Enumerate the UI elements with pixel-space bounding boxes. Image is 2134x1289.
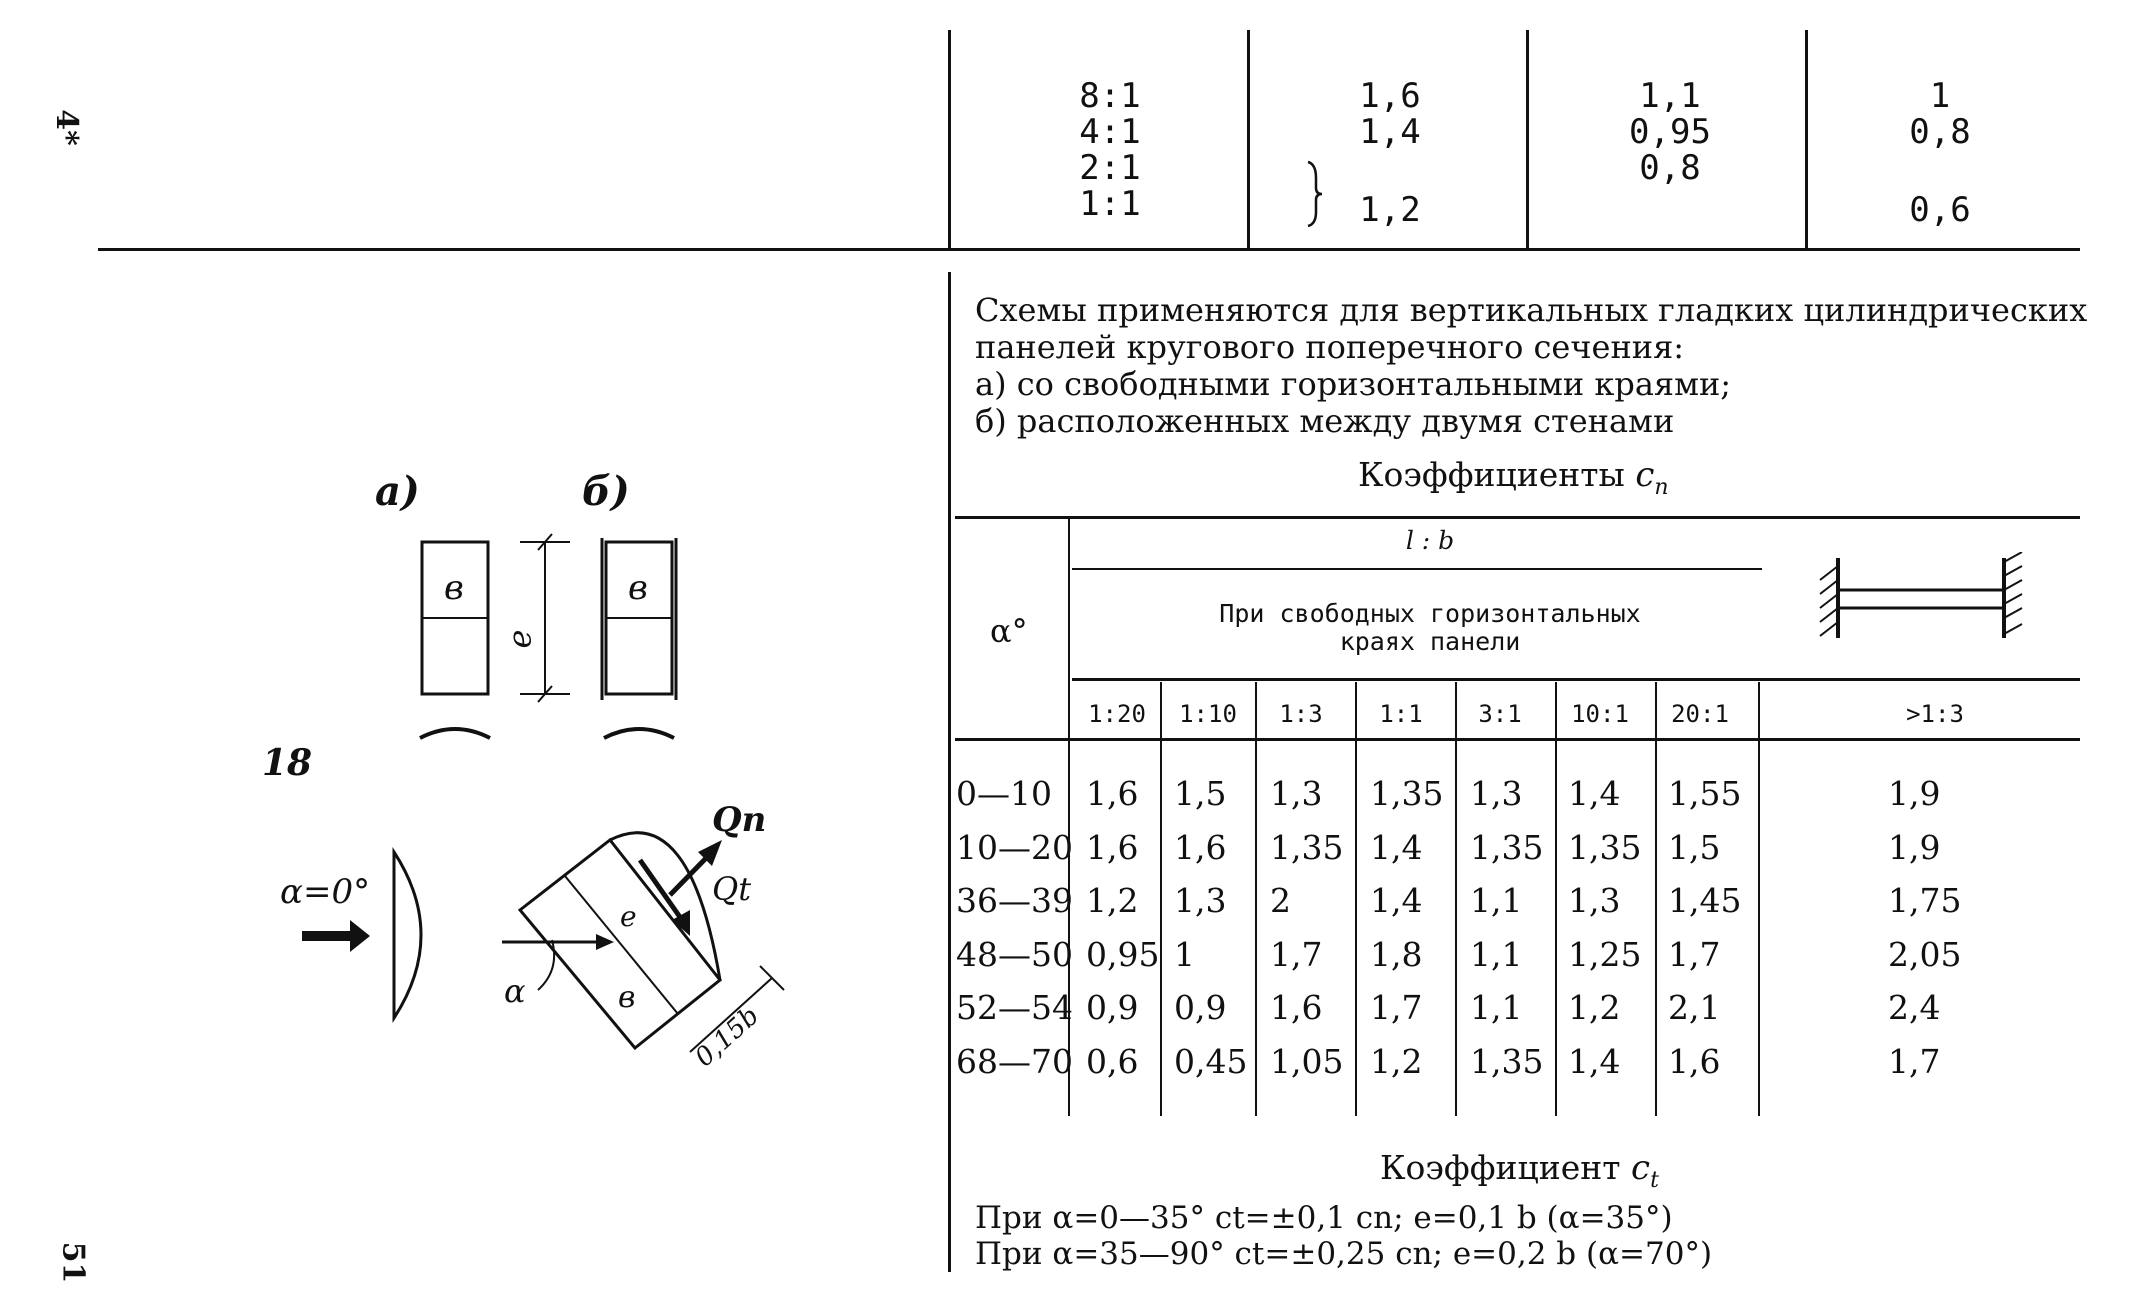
value-cell: 1,1: [1470, 988, 1523, 1027]
value-cell: 1,4: [1370, 881, 1423, 920]
figure-label-b: б): [582, 468, 630, 515]
qn-label: Qn: [712, 800, 767, 840]
value-cell: 1,4: [1370, 828, 1423, 867]
value-cell: 1,6: [1174, 828, 1227, 867]
value-cell: 1,2: [1568, 988, 1621, 1027]
ratio-column: [1040, 78, 1180, 222]
walls-scheme-icon: [1808, 552, 2038, 652]
value-cell: 1,2: [1359, 190, 1421, 230]
column-header: >1:3: [1906, 700, 1964, 728]
value-cell: 1,7: [1370, 988, 1423, 1027]
value-cell: 1,7: [1668, 935, 1721, 974]
header-bottom-rule: [955, 738, 2080, 741]
value-cell: 1,2: [1086, 881, 1139, 920]
value-cell: 1,35: [1270, 828, 1344, 867]
column-header: 1:1: [1379, 700, 1423, 728]
scheme-description: [975, 292, 2095, 440]
value-cell: 1,35: [1568, 828, 1642, 867]
top-vline-4: [1805, 30, 1808, 248]
value-cell: 2: [1270, 881, 1291, 920]
value-cell: 1,9: [1888, 774, 1941, 813]
value-cell: 0,9: [1174, 988, 1227, 1027]
value-cell: 1,1: [1639, 76, 1701, 116]
value-cell: 1,05: [1270, 1042, 1344, 1081]
coef-cn-title: Коэффициенты $c_n$: [1358, 455, 1669, 500]
value-cell: 1,4: [1568, 1042, 1621, 1081]
ratio-cell: 1:1: [1079, 184, 1141, 224]
top-vline-1: [948, 30, 951, 248]
e-letter: e: [620, 900, 637, 933]
page-number: 51: [55, 1241, 91, 1284]
value-cell: 1,55: [1668, 774, 1742, 813]
lb-underline: [1072, 568, 1762, 570]
value-cell: 0,95: [1086, 935, 1160, 974]
col-divider: [1655, 682, 1657, 1116]
value-cell: 1,35: [1470, 828, 1544, 867]
value-cell: 1,8: [1370, 935, 1423, 974]
panel-schemes-diagram: [400, 530, 700, 750]
value-cell: 1,5: [1668, 828, 1721, 867]
b-letter: в: [444, 568, 464, 608]
paragraph-line: а) со свободными горизонтальными краями;: [975, 365, 1732, 403]
ratio-cell: 8:1: [1079, 76, 1141, 116]
col-divider: [1355, 682, 1357, 1116]
value-cell: 1,1: [1470, 881, 1523, 920]
col-divider: [1160, 682, 1162, 1116]
value-cell: [1330, 150, 1450, 186]
ratio-cell: 2:1: [1079, 148, 1141, 188]
value-cell: 0,45: [1174, 1042, 1248, 1081]
alpha-label: α: [504, 972, 526, 1010]
brace-icon: [1302, 160, 1326, 228]
value-cell: 0,9: [1086, 988, 1139, 1027]
column-header: 1:3: [1279, 700, 1323, 728]
figure-label-a: а): [375, 468, 420, 515]
col-divider: [1455, 682, 1457, 1116]
value-cell: 1,6: [1668, 1042, 1721, 1081]
value-cell: 1,4: [1568, 774, 1621, 813]
footer-line: При α=0—35° ct=±0,1 cn; e=0,1 b (α=35°): [975, 1200, 1673, 1236]
value-cell: 1,6: [1270, 988, 1323, 1027]
value-cell: 1,3: [1470, 774, 1523, 813]
ratio-header: l : b: [1405, 526, 1455, 555]
value-cell: 1,35: [1470, 1042, 1544, 1081]
section-rule: [98, 248, 2080, 251]
figure-number: 18: [262, 742, 313, 784]
wind-panel-diagram: [298, 840, 438, 1030]
value-cell: [1600, 186, 1740, 222]
value-cell: 1: [1929, 76, 1951, 116]
value-cell: 2,05: [1888, 935, 1962, 974]
angle-cell: 68—70: [956, 1042, 1073, 1081]
top-vline-2: [1247, 30, 1250, 248]
value-cell: 1,9: [1888, 828, 1941, 867]
angle-header: α°: [990, 612, 1028, 650]
value-cell: 1,35: [1370, 774, 1444, 813]
table-top-rule: [955, 516, 2080, 519]
value-cell: [1880, 150, 2000, 186]
value-cell: 0,6: [1086, 1042, 1139, 1081]
col-divider: [1555, 682, 1557, 1116]
b-letter: в: [628, 568, 648, 608]
paragraph-line: Схемы применяются для вертикальных гладких цилиндрических: [975, 291, 2088, 329]
value-cell: 1,6: [1086, 774, 1139, 813]
value-cell: 2,1: [1668, 988, 1721, 1027]
value-cell: 1,45: [1668, 881, 1742, 920]
value-cell: 1,3: [1270, 774, 1323, 813]
value-cell: 0,8: [1909, 112, 1971, 152]
top-col-3: [1600, 78, 1740, 222]
value-cell: 0,95: [1629, 112, 1711, 152]
footer-line: При α=35—90° ct=±0,25 cn; e=0,2 b (α=70°): [975, 1236, 1713, 1272]
value-cell: 2,4: [1888, 988, 1941, 1027]
main-vertical-rule: [948, 272, 951, 1272]
value-cell: 1,3: [1174, 881, 1227, 920]
dimension-label: 0,15b: [689, 1000, 766, 1074]
column-header: 3:1: [1478, 700, 1522, 728]
column-header: 10:1: [1571, 700, 1629, 728]
value-cell: 1,3: [1568, 881, 1621, 920]
angle-cell: 10—20: [956, 828, 1073, 867]
header-mid-rule: [1072, 678, 2080, 681]
value-cell: 0,8: [1639, 148, 1701, 188]
value-cell: 1,1: [1470, 935, 1523, 974]
value-cell: 1,25: [1568, 935, 1642, 974]
col-divider: [1255, 682, 1257, 1116]
value-cell: 1,4: [1359, 112, 1421, 152]
paragraph-line: панелей кругового поперечного сечения:: [975, 328, 1685, 366]
angle-cell: 52—54: [956, 988, 1073, 1027]
value-cell: 0,6: [1909, 190, 1971, 230]
value-cell: 1,7: [1270, 935, 1323, 974]
paragraph-line: б) расположенных между двумя стенами: [975, 402, 1675, 440]
column-header: 20:1: [1671, 700, 1729, 728]
coef-ct-title: Коэффициент $c_t$: [1380, 1148, 1659, 1193]
value-cell: 1,5: [1174, 774, 1227, 813]
value-cell: 1,75: [1888, 881, 1962, 920]
value-cell: 1,6: [1359, 76, 1421, 116]
top-vline-3: [1526, 30, 1529, 248]
b-letter: в: [618, 980, 636, 1015]
value-cell: 1,6: [1086, 828, 1139, 867]
col-divider: [1758, 682, 1760, 1116]
value-cell: 1: [1174, 935, 1195, 974]
angle-cell: 0—10: [956, 774, 1052, 813]
qt-label: Qt: [712, 870, 752, 908]
column-header: 1:10: [1179, 700, 1237, 728]
value-cell: 1,2: [1370, 1042, 1423, 1081]
top-col-2: [1330, 78, 1450, 228]
top-margin-mark: 4*: [48, 109, 84, 146]
angle-cell: 36—39: [956, 881, 1073, 920]
ratio-cell: 4:1: [1079, 112, 1141, 152]
e-letter: e: [500, 629, 539, 649]
free-edges-header: При свободных горизонтальных краях панели: [1219, 599, 1641, 656]
value-cell: 1,7: [1888, 1042, 1941, 1081]
column-header: 1:20: [1088, 700, 1146, 728]
top-col-4: [1880, 78, 2000, 228]
oblique-wind-diagram: [490, 790, 820, 1070]
alpha-zero-label: α=0°: [280, 872, 371, 912]
angle-cell: 48—50: [956, 935, 1073, 974]
